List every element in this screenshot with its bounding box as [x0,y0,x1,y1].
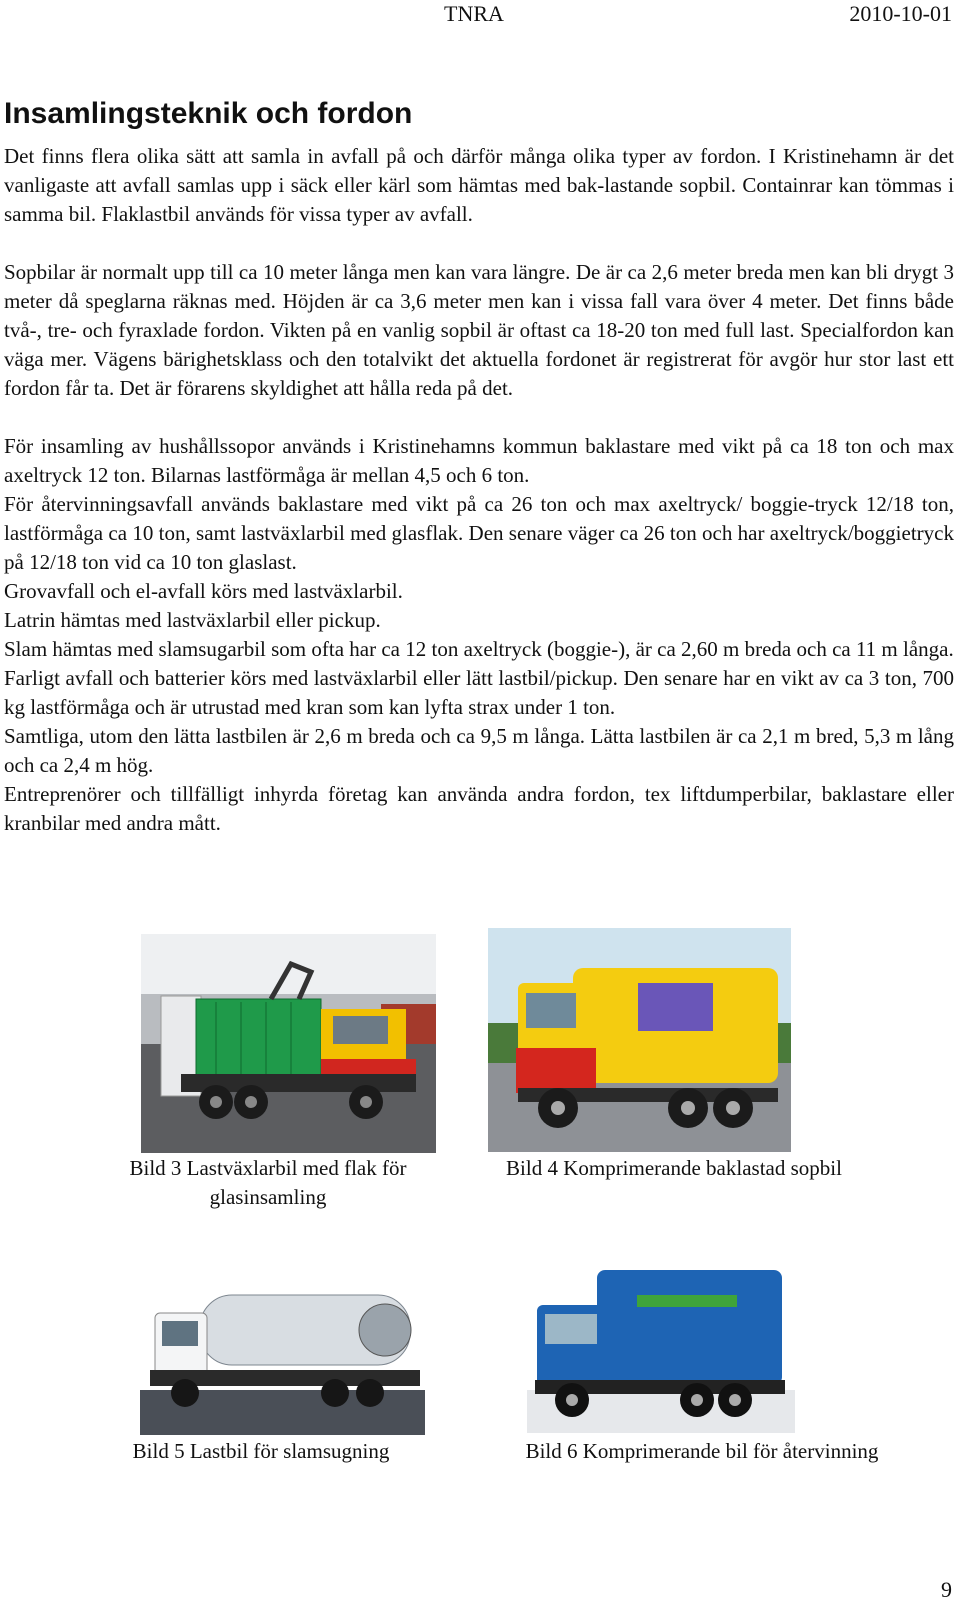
caption-figure-6: Bild 6 Komprimerande bil för återvinning [525,1439,879,1463]
paragraph-recycling: För återvinningsavfall används baklastare med vikt på ca 26 ton och max axeltryck/ boggie-tryck 12/18 ton, lastförmåga ca 10 ton, samt lastväxlarbil med glasflak. Den senare väger ca 26 ton och har axeltryck/boggietryck på 12/18 ton vid ca 10 ton glaslast. [4,492,954,574]
paragraph-latrine: Latrin hämtas med lastväxlarbil eller pickup. [4,608,381,632]
header-date: 2010-10-01 [849,1,952,26]
photo-sludge-truck [140,1285,425,1435]
paragraph-all-vehicles: Samtliga, utom den lätta lastbilen är 2,6 m breda och ca 9,5 m långa. Lätta lastbilen är ca 2,1 m bred, 5,3 m lång och ca 2,4 m hög. [4,724,954,777]
paragraph-household: För insamling av hushållssopor används i Kristinehamns kommun baklastare med vikt på ca 18 ton och max axeltryck 12 ton. Bilarnas lastförmåga är mellan 4,5 och 6 ton. [4,434,954,487]
paragraph-contractors: Entreprenörer och tillfälligt inhyrda företag kan använda andra fordon, tex liftdumperbilar, baklastare eller kranbilar med andra mått. [4,782,954,835]
caption-figure-5: Bild 5 Lastbil för slamsugning [132,1439,390,1463]
body-text [4,142,954,838]
paragraph-intro: Det finns flera olika sätt att samla in avfall på och därför många olika typer av fordon. I Kristinehamn är det vanligaste att avfall samlas upp i säck eller kärl som hämtas med bak-lastande sopbil. Containrar kan tömmas i samma bil. Flaklastbil används för vissa typer av avfall. [4,144,954,226]
header-organization: TNRA [444,1,504,26]
photo-recycling-truck [527,1240,795,1433]
section-title: Insamlingsteknik och fordon [4,97,413,130]
paragraph-hazardous: Farligt avfall och batterier körs med lastväxlarbil eller lätt lastbil/pickup. Den senare har en vikt av ca 3 ton, 700 kg lastförmåga och är utrustad med kran som kan lyfta strax under 1 ton. [4,666,954,719]
photo-hooklift-truck [141,934,436,1153]
caption-figure-4: Bild 4 Komprimerande baklastad sopbil [506,1156,842,1180]
caption-figure-3: Bild 3 Lastväxlarbil med flak för glasinsamling [129,1156,407,1209]
paragraph-bulky: Grovavfall och el-avfall körs med lastväxlarbil. [4,579,403,603]
page-number: 9 [941,1577,952,1602]
photo-rear-loader-truck [488,928,791,1152]
paragraph-dimensions: Sopbilar är normalt upp till ca 10 meter långa men kan vara längre. De är ca 2,6 meter breda men kan bli drygt 3 meter då speglarna räknas med. Höjden är ca 3,6 meter men kan i vissa fall vara över 4 meter. Det finns både två-, tre- och fyraxlade fordon. Vikten på en vanlig sopbil är oftast ca 18-20 ton med full last. Specialfordon kan väga mer. Vägens bärighetsklass och den totalvikt det aktuella fordonet är registrerat för avgör hur stor last ett fordon får ta. Det är förarens skyldighet att hålla reda på det. [4,260,954,400]
paragraph-sludge: Slam hämtas med slamsugarbil som ofta har ca 12 ton axeltryck (boggie-), är ca 2,60 m breda och ca 11 m långa. [4,637,954,661]
